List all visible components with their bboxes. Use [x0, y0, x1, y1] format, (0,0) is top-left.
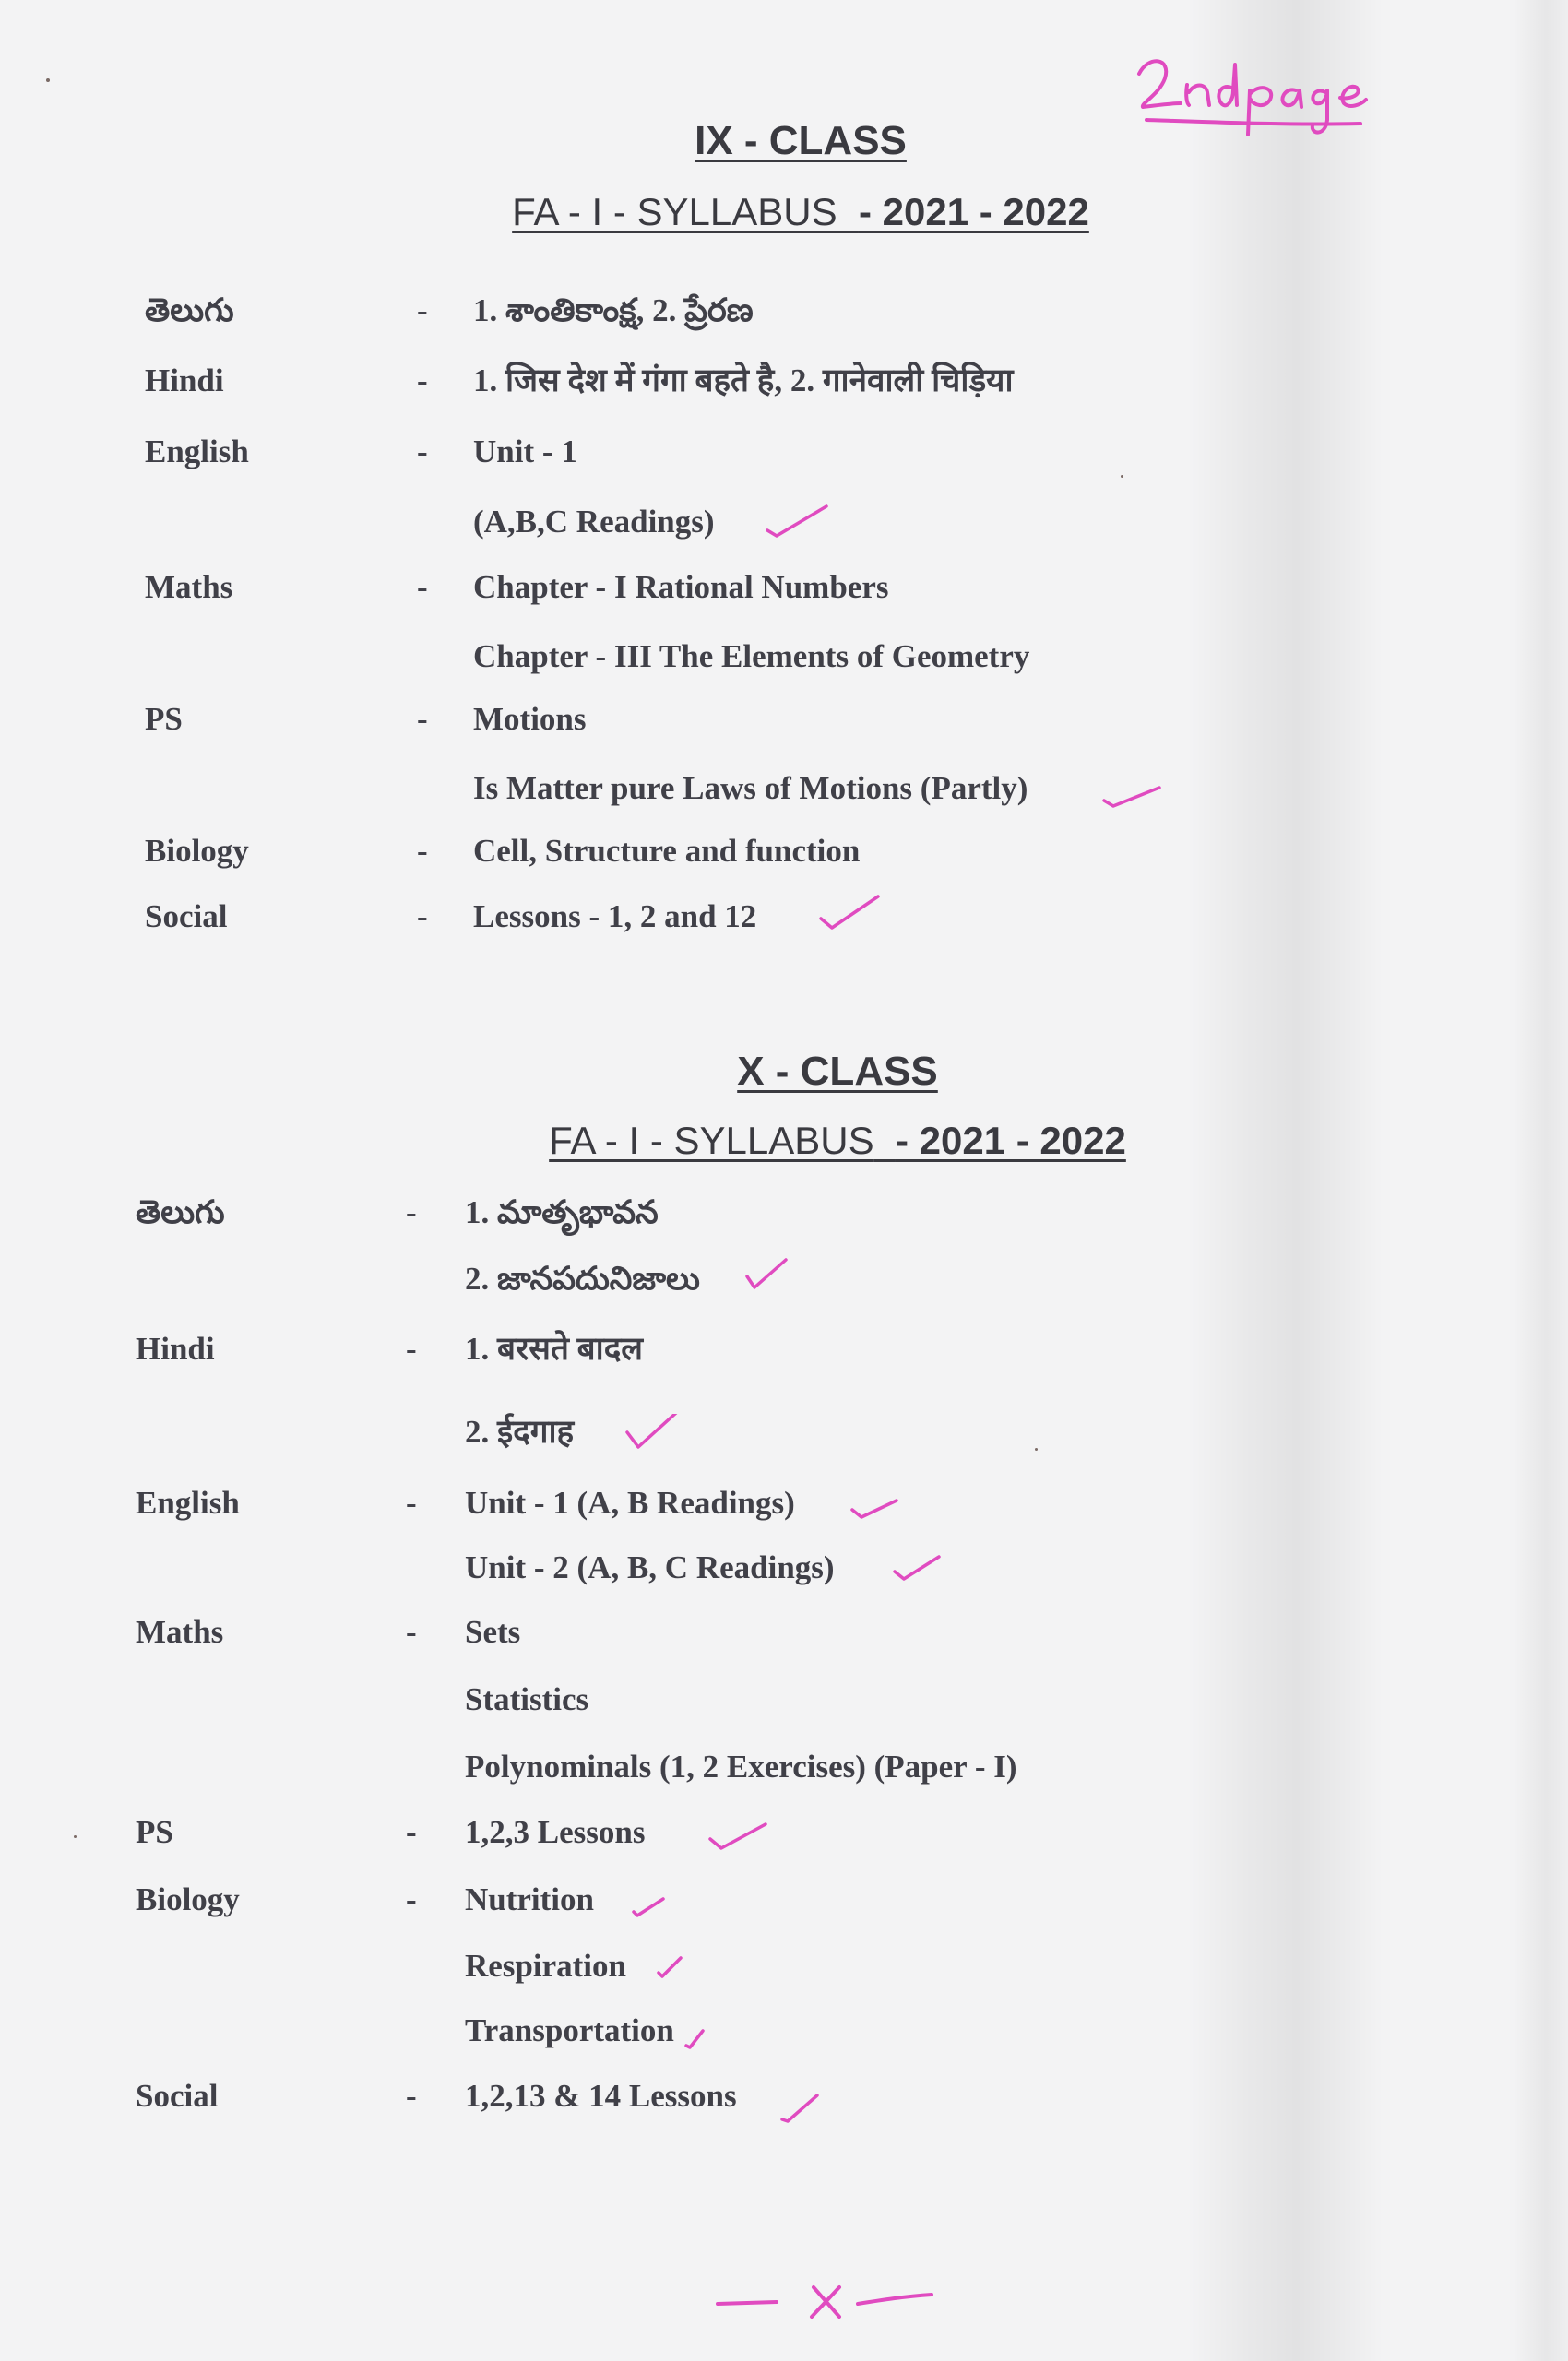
row-dash: -	[406, 1331, 417, 1367]
syllabus-entry: Statistics	[465, 1681, 589, 1717]
syllabus-row	[0, 1405, 1199, 1460]
checkmark-icon	[745, 1256, 810, 1293]
syllabus-entry: Chapter - I Rational Numbers	[473, 569, 889, 605]
handwritten-page-note-icon	[1130, 46, 1407, 166]
syllabus-entry: 1. మాతృభావన	[465, 1194, 659, 1230]
syllabus-entry: Sets	[465, 1614, 521, 1650]
subject-label: Biology	[145, 833, 249, 869]
subject-label: తెలుగు	[145, 292, 234, 328]
syllabus-entry: (A,B,C Readings)	[473, 504, 715, 540]
checkmark-icon	[625, 1414, 690, 1451]
subject-label: PS	[136, 1814, 173, 1850]
syllabus-entry: Polynominals (1, 2 Exercises) (Paper - I)	[465, 1749, 1017, 1785]
syllabus-row	[0, 692, 1199, 747]
subject-label: Maths	[136, 1614, 224, 1650]
syllabus-row	[0, 560, 1199, 615]
syllabus-row	[0, 1185, 1199, 1240]
subject-label: Hindi	[145, 362, 224, 398]
syllabus-row	[0, 1476, 1199, 1531]
syllabus-entry: 1,2,13 & 14 Lessons	[465, 2078, 737, 2114]
syllabus-title-prefix: FA - I - SYLLABUS	[549, 1119, 874, 1162]
syllabus-title	[512, 190, 1089, 234]
row-dash: -	[417, 292, 428, 328]
row-dash: -	[406, 2078, 417, 2114]
row-dash: -	[417, 833, 428, 869]
syllabus-row	[0, 1872, 1199, 1928]
syllabus-entry: Unit - 1 (A, B Readings)	[465, 1485, 795, 1521]
row-dash: -	[417, 701, 428, 737]
syllabus-row	[0, 1739, 1199, 1795]
syllabus-row	[0, 2069, 1199, 2124]
checkmark-icon	[850, 1489, 915, 1526]
syllabus-entry: Transportation	[465, 2012, 674, 2048]
scan-shadow-edge	[1513, 0, 1568, 2361]
checkmark-icon	[632, 1886, 696, 1923]
syllabus-row	[0, 283, 1199, 338]
syllabus-entry: Nutrition	[465, 1881, 594, 1917]
syllabus-row	[0, 889, 1199, 944]
syllabus-entry: Chapter - III The Elements of Geometry	[473, 638, 1030, 674]
checkmark-icon	[766, 503, 830, 540]
row-dash: -	[417, 569, 428, 605]
syllabus-row	[0, 629, 1199, 684]
syllabus-row	[0, 824, 1199, 879]
syllabus-row	[0, 424, 1199, 480]
checkmark-icon	[657, 1949, 721, 1986]
syllabus-row	[0, 1252, 1199, 1307]
syllabus-row	[0, 353, 1199, 409]
subject-label: Social	[136, 2078, 219, 2114]
subject-label: తెలుగు	[136, 1194, 225, 1230]
syllabus-entry: 2. ईदगाह	[465, 1414, 575, 1450]
row-dash: -	[406, 1881, 417, 1917]
syllabus-entry: Unit - 1	[473, 433, 577, 469]
subject-label: Maths	[145, 569, 233, 605]
checkmark-icon	[819, 895, 884, 931]
row-dash: -	[406, 1485, 417, 1521]
end-cross-mark-icon	[710, 2269, 941, 2333]
class-title: IX - CLASS	[695, 118, 907, 163]
syllabus-year: - 2021 - 2022	[895, 1119, 1126, 1162]
subject-label: Biology	[136, 1881, 240, 1917]
row-dash: -	[417, 898, 428, 934]
syllabus-title-prefix: FA - I - SYLLABUS	[512, 190, 837, 233]
syllabus-row	[0, 494, 1199, 550]
syllabus-entry: 2. జానపదునిజాలు	[465, 1261, 700, 1297]
checkmark-icon	[684, 2016, 749, 2053]
subject-label: English	[136, 1485, 240, 1521]
syllabus-entry: 1. శాంతికాంక్ష, 2. ప్రేరణ	[473, 292, 754, 328]
syllabus-year: - 2021 - 2022	[858, 190, 1089, 233]
checkmark-icon	[708, 1817, 773, 1854]
syllabus-title	[549, 1119, 1126, 1163]
syllabus-row	[0, 1672, 1199, 1727]
syllabus-entry: 1. जिस देश में गंगा बहते है, 2. गानेवाली चिड़िया	[473, 362, 1014, 398]
syllabus-row	[0, 1540, 1199, 1596]
syllabus-entry: 1,2,3 Lessons	[465, 1814, 646, 1850]
row-dash: -	[406, 1614, 417, 1650]
syllabus-entry: Motions	[473, 701, 587, 737]
row-dash: -	[417, 362, 428, 398]
row-dash: -	[406, 1194, 417, 1230]
syllabus-row	[0, 1939, 1199, 1994]
class-title: X - CLASS	[737, 1049, 938, 1094]
scan-speck	[46, 78, 50, 82]
subject-label: PS	[145, 701, 183, 737]
syllabus-entry: Is Matter pure Laws of Motions (Partly)	[473, 770, 1028, 806]
scan-shadow	[1190, 0, 1384, 2361]
syllabus-row	[0, 1605, 1199, 1660]
row-dash: -	[417, 433, 428, 469]
subject-label: Hindi	[136, 1331, 215, 1367]
syllabus-row	[0, 2003, 1199, 2058]
syllabus-row	[0, 1322, 1199, 1377]
syllabus-entry: Lessons - 1, 2 and 12	[473, 898, 757, 934]
subject-label: English	[145, 433, 249, 469]
checkmark-icon	[893, 1551, 957, 1588]
row-dash: -	[406, 1814, 417, 1850]
subject-label: Social	[145, 898, 228, 934]
syllabus-entry: 1. बरसते बादल	[465, 1331, 644, 1367]
syllabus-row	[0, 1805, 1199, 1860]
syllabus-entry: Unit - 2 (A, B, C Readings)	[465, 1549, 835, 1585]
syllabus-entry: Cell, Structure and function	[473, 833, 861, 869]
checkmark-icon	[780, 2086, 845, 2123]
checkmark-icon	[1102, 775, 1167, 812]
syllabus-entry: Respiration	[465, 1948, 626, 1984]
syllabus-row	[0, 761, 1199, 816]
